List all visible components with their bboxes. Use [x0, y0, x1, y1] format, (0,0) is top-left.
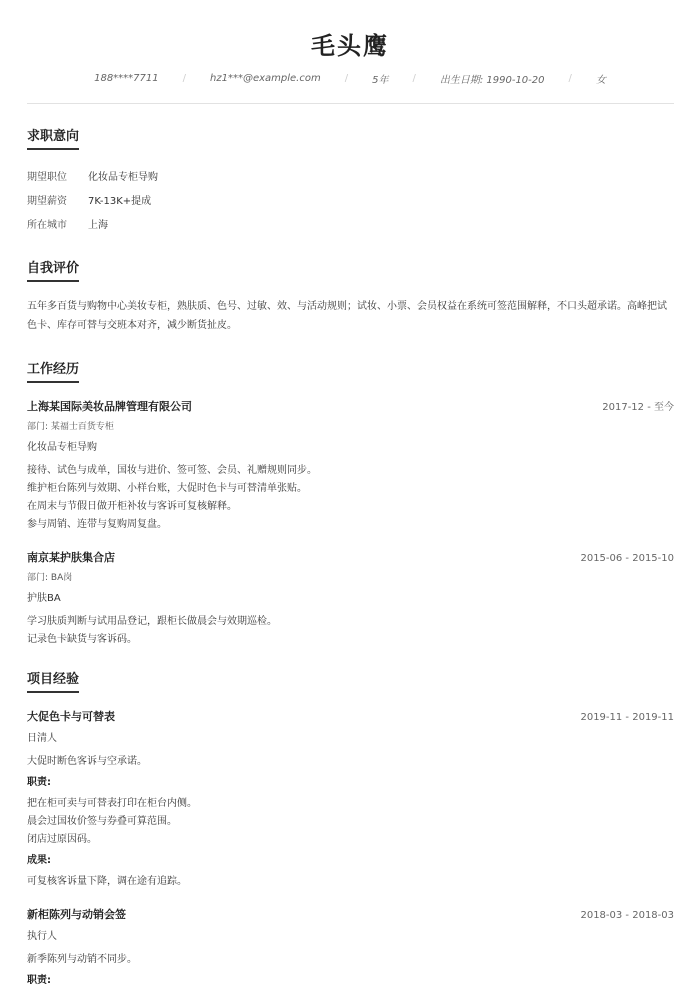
section-underline	[27, 280, 79, 282]
project-result: 可复核客诉量下降，调在途有追踪。	[27, 876, 187, 887]
intent-row	[27, 168, 158, 183]
job-date: 2017-12 - 至今	[602, 402, 674, 413]
separator: /	[344, 73, 349, 84]
project-desc: 新季陈列与动销不同步。	[27, 954, 137, 965]
job-bullet: 学习肤质判断与试用品登记，跟柜长做晨会与效期巡检。	[27, 616, 277, 627]
job-bullet: 维护柜台陈列与效期、小样台账，大促时色卡与可替清单张贴。	[27, 483, 307, 494]
section-title-work	[27, 358, 79, 377]
section-underline	[27, 691, 79, 693]
contact-line	[0, 71, 700, 86]
job-role: 化妆品专柜导购	[27, 442, 97, 453]
header-divider	[27, 103, 674, 104]
intent-key: 期望职位	[27, 172, 67, 183]
contact-experience: 5年	[372, 75, 389, 86]
project-duty-label: 职责:	[27, 777, 51, 788]
project-duty-label: 职责:	[27, 975, 51, 986]
project-role: 日清人	[27, 733, 57, 744]
separator: /	[568, 73, 572, 84]
job-bullet: 记录色卡缺货与客诉码。	[27, 634, 137, 645]
project-date: 2018-03 - 2018-03	[580, 910, 674, 921]
intent-value: 化妆品专柜导购	[88, 172, 158, 183]
self-evaluation-text: 五年多百货与购物中心美妆专柜，熟肤质、色号、过敏、效、与活动规则；试妆、小票、会员权益在系统可签范围解释，不口头超承诺。高峰把试色卡、库存可替与交班本对齐，减少断货扯皮。	[27, 301, 667, 331]
section-title-self	[27, 257, 79, 276]
project-header	[27, 708, 674, 724]
job-header	[27, 398, 674, 414]
project-result-label: 成果:	[27, 855, 51, 866]
job-bullet: 在周末与节假日做开柜补妆与客诉可复核解释。	[27, 501, 237, 512]
candidate-name: 毛头鹰	[311, 32, 389, 60]
section-underline	[27, 381, 79, 383]
project-date: 2019-11 - 2019-11	[580, 712, 674, 723]
section-underline	[27, 148, 79, 150]
contact-gender: 女	[595, 75, 606, 86]
section-title-projects	[27, 668, 79, 687]
job-bullet: 参与周销、连带与复购周复盘。	[27, 519, 167, 530]
section-title-text: 求职意向	[27, 129, 80, 144]
job-dept: 部门: 某福士百货专柜	[27, 422, 114, 432]
job-bullet: 接待、试色与成单，国妆与进价、签可签、会员、礼赠规则同步。	[27, 465, 317, 476]
project-name: 大促色卡与可替表	[27, 710, 115, 723]
contact-birth: 出生日期: 1990-10-20	[439, 75, 545, 86]
project-duty: 把在柜可卖与可替表打印在柜台内侧。	[27, 798, 197, 809]
project-duty: 晨会过国妆价签与券叠可算范围。	[27, 816, 177, 827]
separator: /	[412, 73, 416, 84]
section-title-intent	[27, 125, 79, 144]
section-title-text: 自我评价	[27, 261, 80, 276]
intent-key: 所在城市	[27, 220, 67, 231]
project-role: 执行人	[27, 931, 57, 942]
contact-phone: 188****7711	[94, 73, 159, 84]
job-company: 上海某国际美妆品牌管理有限公司	[27, 400, 192, 413]
contact-email: hz1***@example.com	[210, 73, 321, 84]
project-desc: 大促时断色客诉与空承诺。	[27, 756, 147, 767]
project-name: 新柜陈列与动销会签	[27, 908, 126, 921]
job-date: 2015-06 - 2015-10	[580, 553, 674, 564]
separator: /	[182, 73, 187, 84]
section-title-text: 项目经验	[27, 672, 80, 687]
job-header	[27, 549, 674, 565]
section-title-text: 工作经历	[27, 362, 80, 377]
project-duty: 闭店过原因码。	[27, 834, 97, 845]
intent-key: 期望薪资	[27, 196, 67, 207]
intent-value: 上海	[88, 220, 108, 231]
intent-value: 7K-13K+提成	[88, 196, 152, 207]
project-header	[27, 906, 674, 922]
job-company: 南京某护肤集合店	[27, 551, 115, 564]
job-role: 护肤BA	[27, 593, 61, 604]
intent-row	[27, 192, 151, 207]
intent-row	[27, 216, 108, 231]
job-dept: 部门: BA岗	[27, 573, 73, 583]
